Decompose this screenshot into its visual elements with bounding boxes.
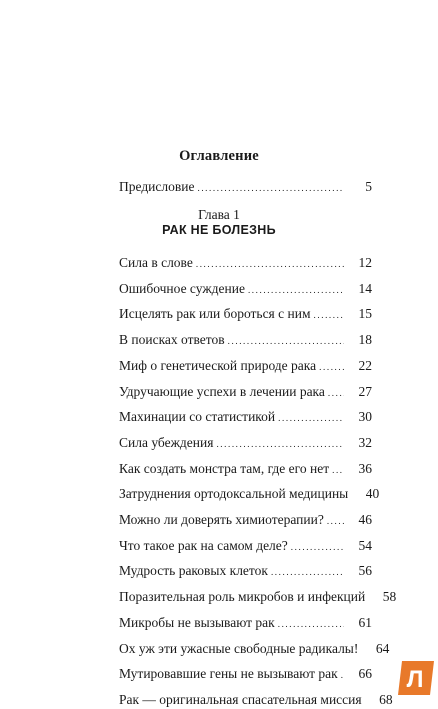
dot-leader <box>314 306 344 324</box>
toc-entry-page: 40 <box>365 486 380 502</box>
toc-entry-page: 30 <box>358 409 372 425</box>
toc-entry-page: 64 <box>375 640 390 656</box>
toc-entry-page: 27 <box>358 383 372 399</box>
toc-entry-label: Ох уж эти ужасные свободные радикалы! <box>119 640 359 656</box>
dot-leader <box>328 384 344 402</box>
toc-entry-label: Что такое рак на самом деле? <box>119 537 288 553</box>
toc-entry-label: Исцелять рак или бороться с ним <box>119 306 311 322</box>
toc-entry-label: Мудрость раковых клеток <box>119 563 268 579</box>
chapter-title: РАК НЕ БОЛЕЗНЬ <box>162 223 276 237</box>
dot-leader <box>278 409 344 427</box>
toc-entry <box>119 280 372 298</box>
toc-entry-page: 32 <box>358 434 372 450</box>
chapter-number: Глава 1 <box>198 207 240 222</box>
toc-entry-page: 58 <box>382 589 397 605</box>
toc-entry <box>119 562 372 580</box>
dot-leader <box>341 666 344 684</box>
toc-entry-page: 18 <box>358 332 372 348</box>
toc-entry-label: Миф о генетической природе рака <box>119 357 317 373</box>
toc-entry-label: Поразительная роль микробов и инфекций <box>119 589 366 605</box>
toc-entry <box>119 511 372 529</box>
toc-entry-page: 54 <box>358 537 372 553</box>
toc-title: Оглавление <box>179 148 259 164</box>
toc-entry-page: 15 <box>358 306 372 322</box>
toc-entry <box>119 383 372 401</box>
dot-leader <box>216 435 344 453</box>
toc-entry-page: 61 <box>358 614 372 630</box>
toc-entry-label: Сила в слове <box>119 255 193 270</box>
dot-leader <box>228 332 344 350</box>
toc-entry-page: 56 <box>358 563 372 579</box>
toc-entry <box>119 408 372 426</box>
toc-entry-label: В поисках ответов <box>119 332 225 348</box>
toc-entry <box>119 305 372 323</box>
toc-entry-label: Мутировавшие гены не вызывают рак <box>119 666 338 682</box>
toc-entry-preface <box>119 178 372 196</box>
toc-entry-label: Предисловие <box>119 179 195 194</box>
dot-leader <box>291 538 344 556</box>
toc-entry-label: Ошибочное суждение <box>119 280 245 296</box>
toc-entry-label: Удручающие успехи в лечении рака <box>119 383 325 399</box>
toc-entry <box>119 537 372 555</box>
toc-entry <box>119 485 380 503</box>
toc-entry-label: Как создать монстра там, где его нет <box>119 460 330 476</box>
toc-entry <box>119 357 372 375</box>
toc-entry <box>119 331 372 349</box>
toc-entry-page: 12 <box>358 255 372 270</box>
toc-entry-page: 66 <box>358 666 372 682</box>
toc-entry-page: 22 <box>358 357 372 373</box>
dot-leader <box>327 512 344 530</box>
toc-entry-page: 14 <box>358 280 372 296</box>
toc-entry <box>119 640 390 658</box>
toc-entry-label: Затруднения ортодоксальной медицины <box>119 486 349 502</box>
toc-entry <box>119 434 372 452</box>
toc-entry <box>119 460 372 478</box>
toc-entry-label: Рак — оригинальная спасательная миссия <box>119 691 362 707</box>
toc-entry <box>119 614 372 632</box>
toc-entry-page: 68 <box>379 691 393 707</box>
dot-leader <box>332 461 344 479</box>
dot-leader <box>319 358 344 376</box>
toc-entry-label: Можно ли доверять химиотерапии? <box>119 512 324 527</box>
toc-entry-label: Сила убеждения <box>119 434 214 450</box>
toc-entry-label: Микробы не вызывают рак <box>119 614 275 630</box>
toc-entry-page: 46 <box>358 512 372 527</box>
toc-entry <box>119 665 372 683</box>
toc-entry-page: 36 <box>358 460 372 476</box>
toc-entry <box>119 588 397 606</box>
toc-entry-label: Махинации со статистикой <box>119 409 276 425</box>
dot-leader <box>196 255 344 273</box>
toc-entry-page: 5 <box>365 179 372 194</box>
toc-entry <box>119 254 372 272</box>
dot-leader <box>271 563 344 581</box>
dot-leader <box>278 615 344 633</box>
publisher-logo-icon <box>396 659 436 697</box>
dot-leader <box>248 281 344 299</box>
svg-text:Л: Л <box>406 666 424 693</box>
dot-leader <box>197 179 344 197</box>
